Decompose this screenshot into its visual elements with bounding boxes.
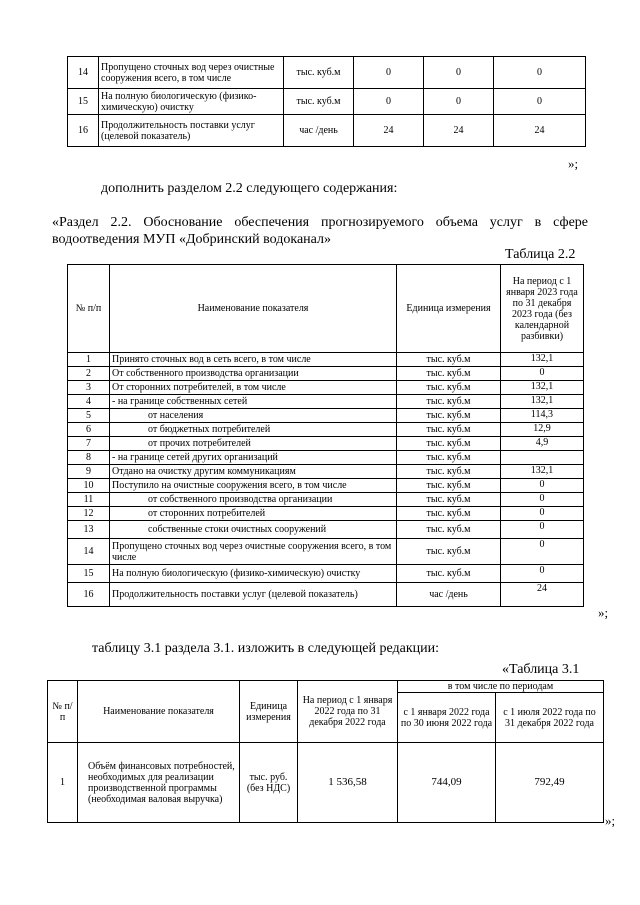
- table-row: [68, 465, 584, 479]
- table22-cell-value: 132,1: [501, 353, 584, 367]
- table22-cell-value: 0: [501, 479, 584, 493]
- table31-cell-unit: тыс. руб. (без НДС): [240, 743, 298, 823]
- table31-caption: «Таблица 3.1: [502, 662, 580, 677]
- table-row: [68, 521, 584, 539]
- table31-cell-total: 1 536,58: [298, 743, 398, 823]
- table31-header-row1: [48, 681, 604, 693]
- table22-cell-unit: тыс. куб.м: [397, 479, 501, 493]
- closing-quote-1: »;: [568, 156, 579, 171]
- table22-cell-num: 9: [68, 465, 110, 479]
- table-2-2: [67, 264, 584, 607]
- prev-cell-value: 0: [354, 57, 424, 89]
- table22-cell-name: - на границе собственных сетей: [110, 395, 397, 409]
- table22-cell-value: 114,3: [501, 409, 584, 423]
- table22-cell-unit: тыс. куб.м: [397, 353, 501, 367]
- prev-cell-unit: час /день: [284, 115, 354, 147]
- table-row: [68, 507, 584, 521]
- table22-cell-name: Отдано на очистку другим коммуникациям: [110, 465, 397, 479]
- table31-cell-p2: 792,49: [496, 743, 604, 823]
- table22-cell-value: 0: [501, 565, 584, 583]
- table22-cell-unit: тыс. куб.м: [397, 521, 501, 539]
- table22-cell-unit: тыс. куб.м: [397, 381, 501, 395]
- table31-header-period: На период с 1 января 2022 года по 31 декабря 2022 года: [298, 681, 398, 743]
- table22-cell-name: от прочих потребителей: [110, 437, 397, 451]
- table22-cell-name: От сторонних потребителей, в том числе: [110, 381, 397, 395]
- table22-cell-name: от бюджетных потребителей: [110, 423, 397, 437]
- prev-cell-value: 0: [494, 57, 586, 89]
- table22-cell-num: 3: [68, 381, 110, 395]
- table22-cell-num: 7: [68, 437, 110, 451]
- prev-cell-value: 0: [494, 89, 586, 115]
- table22-cell-unit: тыс. куб.м: [397, 539, 501, 565]
- prev-cell-name: Пропущено сточных вод через очистные сооружения всего, в том числе: [99, 57, 284, 89]
- table-row: [68, 539, 584, 565]
- table-row: [68, 57, 586, 89]
- table22-cell-num: 14: [68, 539, 110, 565]
- table-row: [68, 115, 586, 147]
- section-heading-line1: «Раздел 2.2. Обоснование обеспечения прогнозируемого объема услуг в сфере: [52, 215, 588, 230]
- table31-row: [48, 743, 604, 823]
- table22-cell-num: 16: [68, 583, 110, 607]
- table-row: [68, 451, 584, 465]
- table22-cell-num: 10: [68, 479, 110, 493]
- table31-header-unit: Единица измерения: [240, 681, 298, 743]
- paragraph-add-section: дополнить разделом 2.2 следующего содержания:: [101, 181, 398, 196]
- table22-cell-num: 5: [68, 409, 110, 423]
- table22-cell-value: 132,1: [501, 381, 584, 395]
- table-row: [68, 565, 584, 583]
- prev-cell-value: 0: [424, 89, 494, 115]
- table22-cell-num: 4: [68, 395, 110, 409]
- table22-cell-num: 6: [68, 423, 110, 437]
- table-3-1: [47, 680, 604, 823]
- table-row: [68, 381, 584, 395]
- prev-cell-unit: тыс. куб.м: [284, 57, 354, 89]
- table31-header-name: Наименование показателя: [78, 681, 240, 743]
- table22-cell-value: 4,9: [501, 437, 584, 451]
- table22-cell-name: от сторонних потребителей: [110, 507, 397, 521]
- table22-cell-num: 15: [68, 565, 110, 583]
- table22-cell-unit: тыс. куб.м: [397, 451, 501, 465]
- table-row: [68, 437, 584, 451]
- table31-cell-p1: 744,09: [398, 743, 496, 823]
- table22-cell-unit: тыс. куб.м: [397, 409, 501, 423]
- table31-cell-name: Объём финансовых потребностей, необходимых для реализации производственной программы (необходимая валовая выручка): [78, 743, 240, 823]
- table22-cell-name: Продолжительность поставки услуг (целевой показатель): [110, 583, 397, 607]
- table22-cell-name: От собственного производства организации: [110, 367, 397, 381]
- table22-cell-unit: тыс. куб.м: [397, 367, 501, 381]
- table-row: [68, 395, 584, 409]
- table-row: [68, 583, 584, 607]
- table22-cell-value: 24: [501, 583, 584, 607]
- table22-cell-value: 132,1: [501, 395, 584, 409]
- table22-cell-name: Принято сточных вод в сеть всего, в том числе: [110, 353, 397, 367]
- table22-cell-unit: час /день: [397, 583, 501, 607]
- table22-cell-value: 12,9: [501, 423, 584, 437]
- table22-cell-num: 11: [68, 493, 110, 507]
- table31-header-h2: с 1 июля 2022 года по 31 декабря 2022 года: [496, 693, 604, 743]
- table22-cell-name: На полную биологическую (физико-химическую) очистку: [110, 565, 397, 583]
- table22-cell-name: Поступило на очистные сооружения всего, в том числе: [110, 479, 397, 493]
- table22-cell-num: 2: [68, 367, 110, 381]
- table22-cell-name: - на границе сетей других организаций: [110, 451, 397, 465]
- prev-cell-value: 24: [494, 115, 586, 147]
- table22-cell-unit: тыс. куб.м: [397, 395, 501, 409]
- table31-header-breakdown: в том числе по периодам: [398, 681, 604, 693]
- prev-cell-value: 0: [424, 57, 494, 89]
- table-row: [68, 409, 584, 423]
- prev-cell-value: 24: [354, 115, 424, 147]
- table22-header-name: Наименование показателя: [110, 265, 397, 353]
- prev-cell-num: 15: [68, 89, 99, 115]
- table22-cell-unit: тыс. куб.м: [397, 565, 501, 583]
- table22-cell-value: 0: [501, 507, 584, 521]
- section-heading-line2: водоотведения МУП «Добринский водоканал»: [52, 232, 331, 247]
- table-row: [68, 423, 584, 437]
- prev-cell-num: 14: [68, 57, 99, 89]
- paragraph-table31: таблицу 3.1 раздела 3.1. изложить в следующей редакции:: [92, 641, 440, 656]
- table22-cell-name: собственные стоки очистных сооружений: [110, 521, 397, 539]
- table22-cell-num: 12: [68, 507, 110, 521]
- table-row: [68, 367, 584, 381]
- table22-caption: Таблица 2.2: [505, 247, 576, 262]
- table22-header-period: На период с 1 января 2023 года по 31 декабря 2023 года (без календарной разбивки): [501, 265, 584, 353]
- table22-header-num: № п/п: [68, 265, 110, 353]
- table22-header-unit: Единица измерения: [397, 265, 501, 353]
- table-row: [68, 493, 584, 507]
- table31-header-h1: с 1 января 2022 года по 30 июня 2022 года: [398, 693, 496, 743]
- table22-cell-name: от собственного производства организации: [110, 493, 397, 507]
- table-prev: [67, 56, 586, 147]
- table22-cell-unit: тыс. куб.м: [397, 465, 501, 479]
- table-row: [68, 479, 584, 493]
- table-row: [68, 353, 584, 367]
- table22-cell-value: 132,1: [501, 465, 584, 479]
- table31-cell-num: 1: [48, 743, 78, 823]
- closing-quote-3: »;: [605, 813, 616, 828]
- table22-cell-value: 0: [501, 539, 584, 565]
- table22-cell-value: [501, 451, 584, 465]
- table22-cell-unit: тыс. куб.м: [397, 493, 501, 507]
- table22-cell-name: Пропущено сточных вод через очистные сооружения всего, в том числе: [110, 539, 397, 565]
- table22-cell-value: 0: [501, 367, 584, 381]
- prev-cell-unit: тыс. куб.м: [284, 89, 354, 115]
- table22-cell-unit: тыс. куб.м: [397, 437, 501, 451]
- table-row: [68, 89, 586, 115]
- table22-cell-value: 0: [501, 493, 584, 507]
- prev-cell-name: Продолжительность поставки услуг (целевой показатель): [99, 115, 284, 147]
- table22-cell-num: 8: [68, 451, 110, 465]
- table31-header-num: № п/п: [48, 681, 78, 743]
- table22-cell-unit: тыс. куб.м: [397, 507, 501, 521]
- table22-cell-num: 13: [68, 521, 110, 539]
- table22-cell-name: от населения: [110, 409, 397, 423]
- table22-cell-value: 0: [501, 521, 584, 539]
- prev-cell-name: На полную биологическую (физико-химическую) очистку: [99, 89, 284, 115]
- prev-cell-value: 24: [424, 115, 494, 147]
- prev-cell-value: 0: [354, 89, 424, 115]
- prev-cell-num: 16: [68, 115, 99, 147]
- table22-cell-unit: тыс. куб.м: [397, 423, 501, 437]
- table22-header-row: [68, 265, 584, 353]
- table22-cell-num: 1: [68, 353, 110, 367]
- closing-quote-2: »;: [598, 605, 609, 620]
